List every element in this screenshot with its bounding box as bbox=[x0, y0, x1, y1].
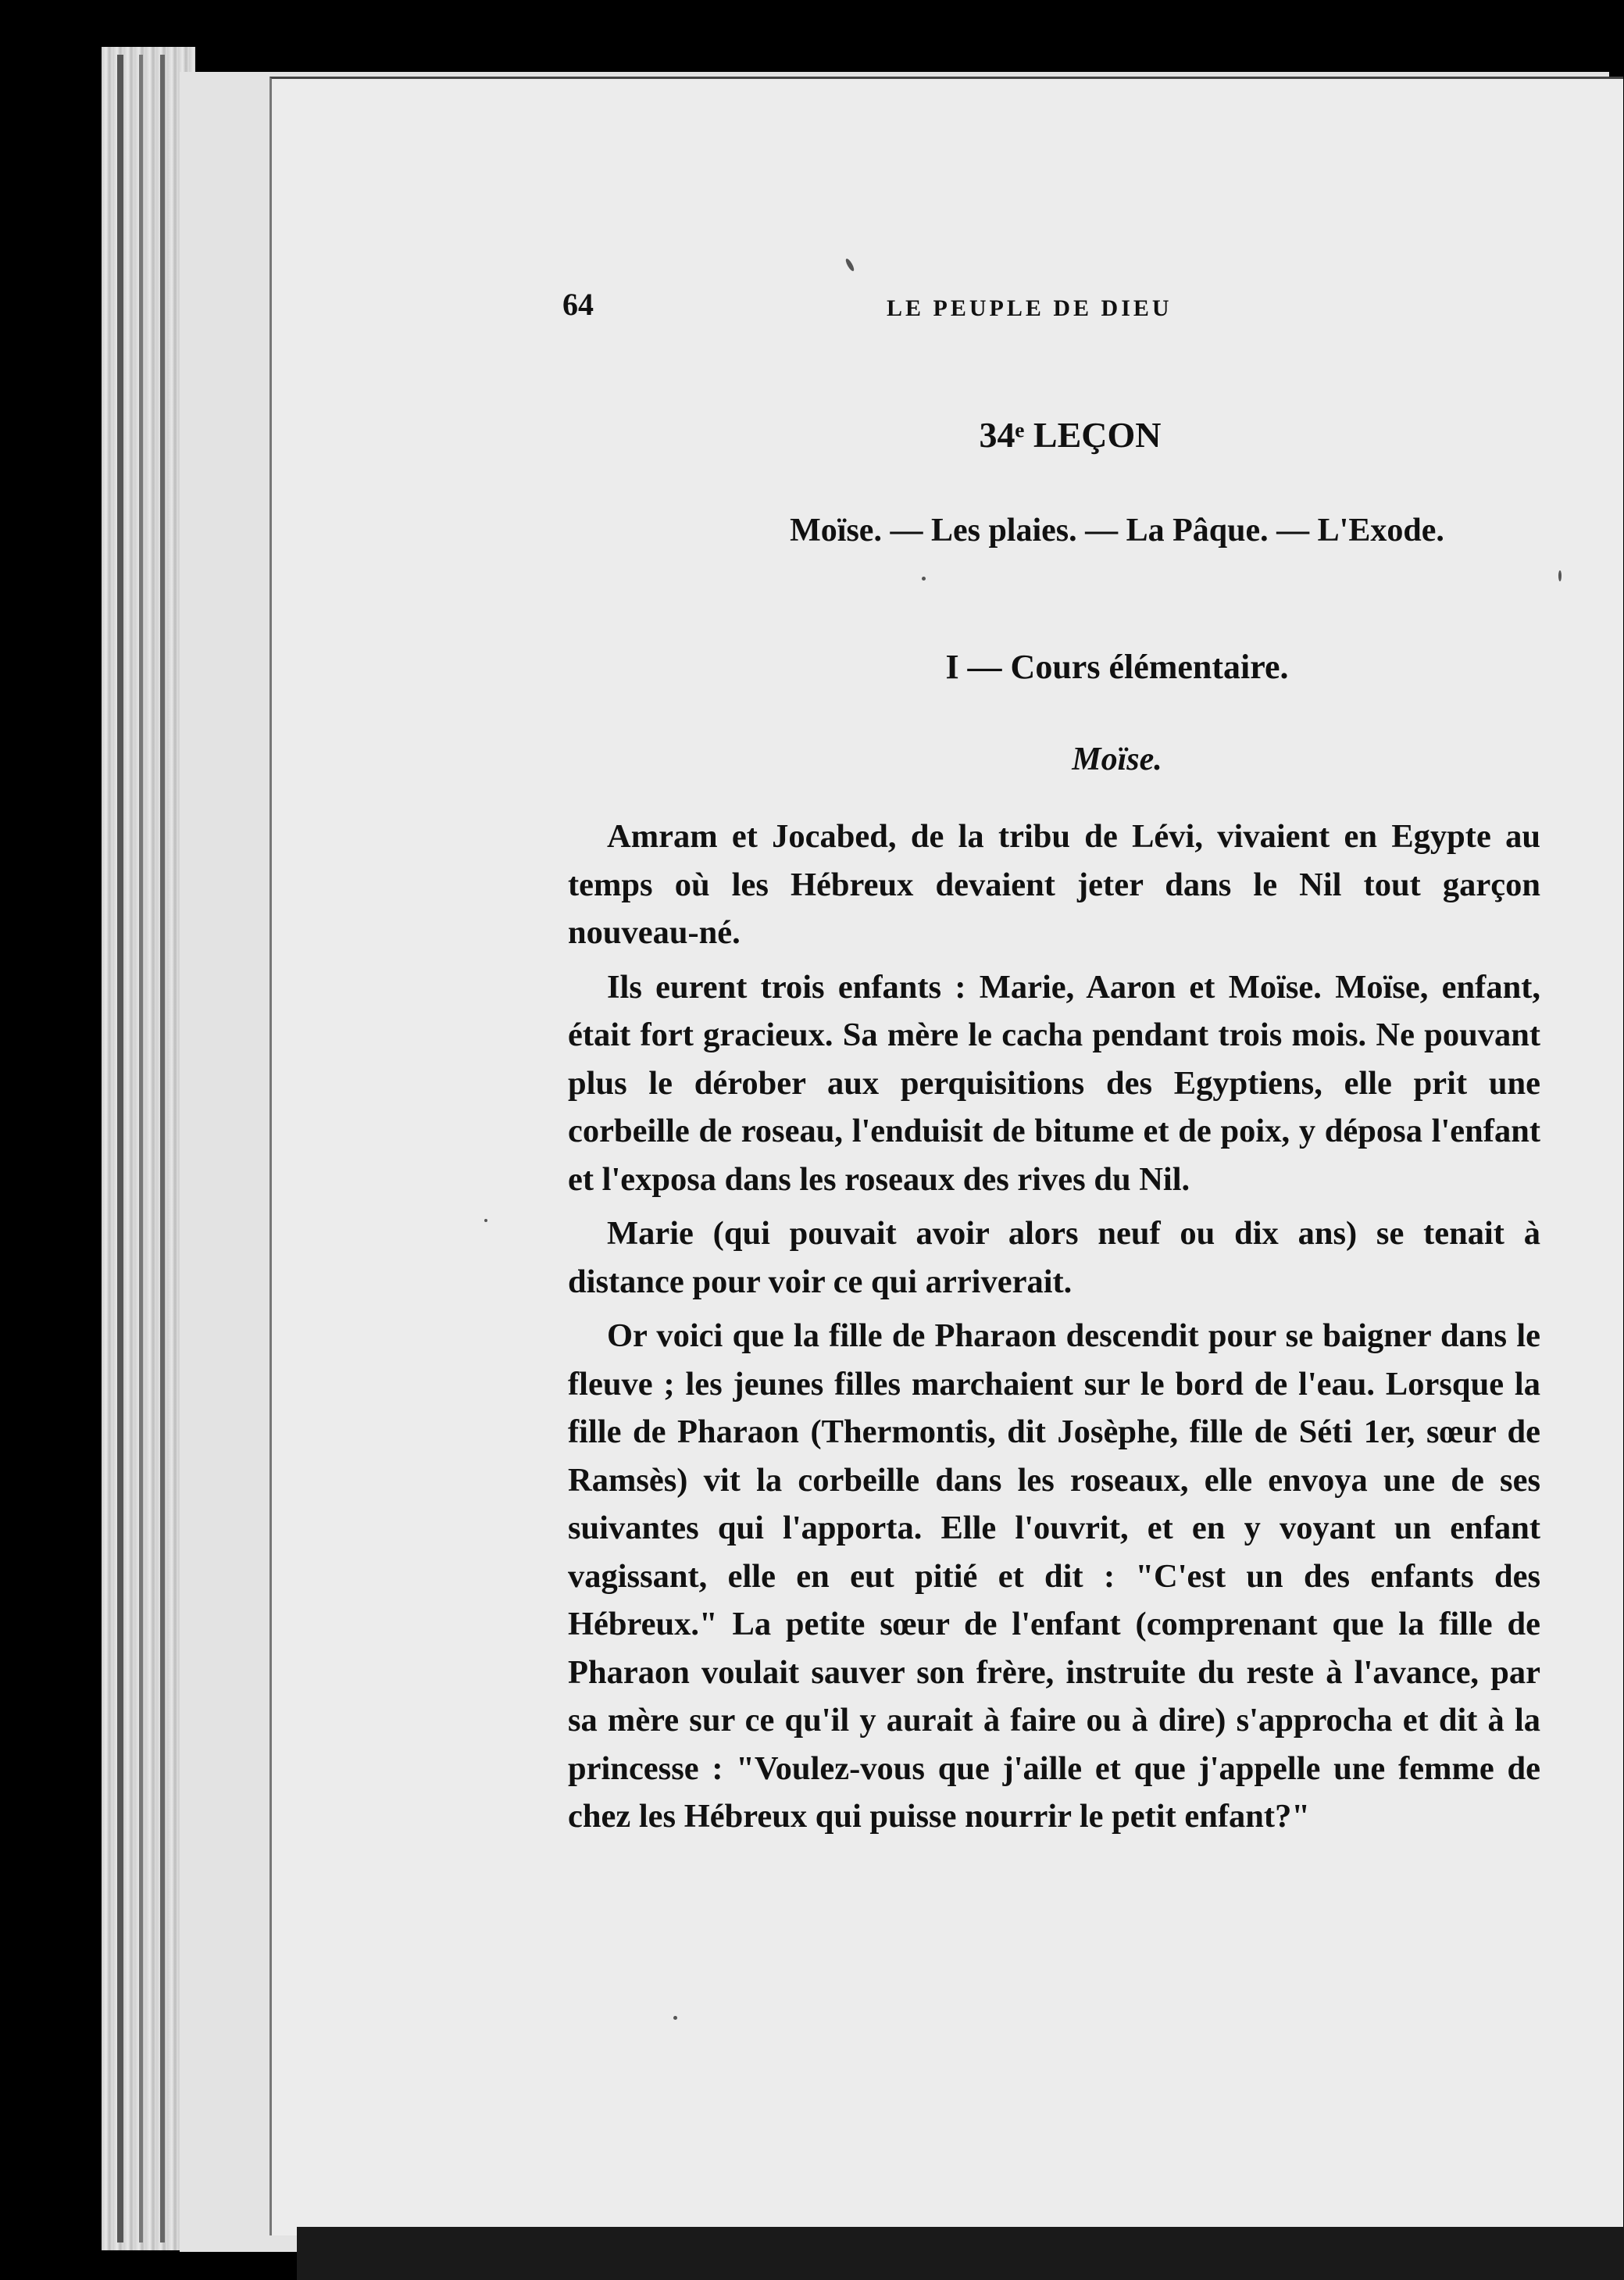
lesson-title: 34ᵉ LEÇON bbox=[979, 415, 1162, 455]
paragraph: Marie (qui pouvait avoir alors neuf ou dix ans) se tenait à distance pour voir ce qui arriverait. bbox=[568, 1215, 1540, 1300]
page-number: 64 bbox=[562, 287, 594, 322]
lesson-subtitle: Moïse. — Les plaies. — La Pâque. — L'Exode. bbox=[790, 513, 1444, 549]
page-bottom-shadow bbox=[297, 2227, 1624, 2280]
scan-speck bbox=[922, 577, 926, 581]
paragraph: Or voici que la fille de Pharaon descendit pour se baigner dans le fleuve ; les jeunes filles marchaient sur le bord de l'eau. Lorsque la fille de Pharaon (Thermontis, dit Josèphe, fille de Séti 1er, sœur de Ramsès) vit la corbeille dans les roseaux, elle envoya une de ses suivantes qui l'apporta. Elle l'ouvrit, et en y voyant un enfant vagissant, elle en eut pitié et dit : "C'est un des enfants des Hébreux." La petite sœur de l'enfant (comprenant que la fille de Pharaon voulait sauver son frère, instruite du reste à l'avance, par sa mère sur ce qu'il y aurait à faire ou à dire) s'approcha et dit à la princesse : "Voulez-vous que j'aille et que j'appelle une femme de chez les Hébreux qui puisse nourrir le petit enfant?" bbox=[568, 1317, 1540, 1835]
course-heading: I — Cours élémentaire. bbox=[945, 648, 1289, 686]
spine-line bbox=[139, 55, 143, 2242]
scan-speck bbox=[484, 1219, 487, 1222]
running-title: LE PEUPLE DE DIEU bbox=[887, 295, 1172, 321]
section-heading: Moïse. bbox=[1072, 742, 1162, 777]
scan-speck bbox=[1558, 570, 1562, 581]
paragraph: Amram et Jocabed, de la tribu de Lévi, vivaient en Egypte au temps où les Hébreux devaient jeter dans le Nil tout garçon nouveau-né. bbox=[568, 818, 1540, 951]
scan-speck bbox=[673, 2016, 677, 2020]
body-text bbox=[568, 813, 1540, 1847]
paragraph: Ils eurent trois enfants : Marie, Aaron et Moïse. Moïse, enfant, était fort gracieux. Sa mère le cacha pendant trois mois. Ne pouvant plus le dérober aux perquisitions des Egyptiens, elle prit une corbeille de roseau, l'enduisit de bitume et de poix, y déposa l'enfant et l'exposa dans les roseaux des rives du Nil. bbox=[568, 968, 1540, 1198]
spine-line bbox=[117, 55, 123, 2242]
spine-line bbox=[160, 55, 165, 2242]
